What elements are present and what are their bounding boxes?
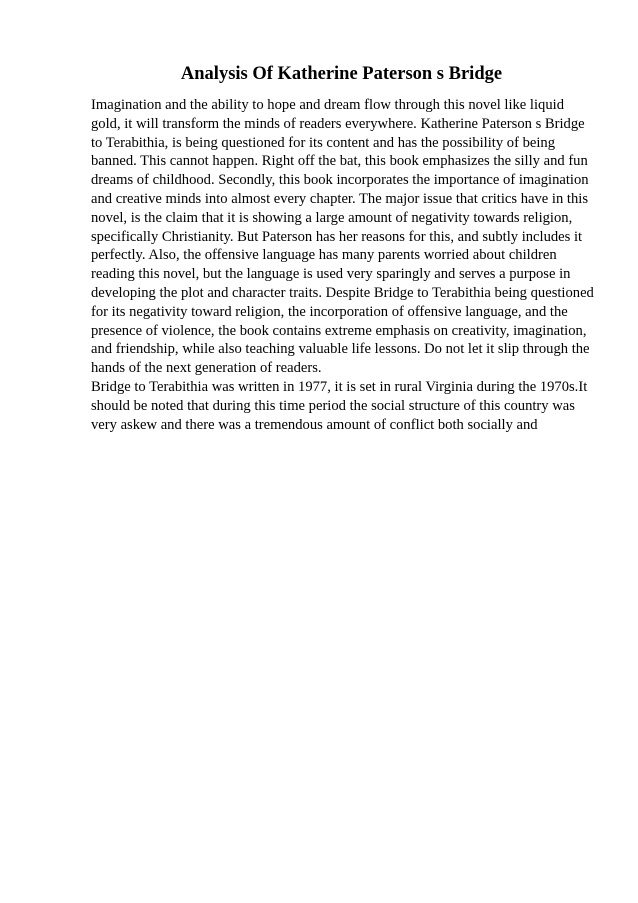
body-line: perfectly. Also, the offensive language has many parents worried about children [91,247,557,264]
body-line: presence of violence, the book contains extreme emphasis on creativity, imagination, [91,322,587,339]
body-line: and friendship, while also teaching valuable life lessons. Do not let it slip through the [91,341,590,358]
body-line: for its negativity toward religion, the incorporation of offensive language, and the [91,303,568,320]
body-line: developing the plot and character traits. Despite Bridge to Terabithia being questioned [91,284,594,301]
body-line: dreams of childhood. Secondly, this book incorporates the importance of imagination [91,172,589,189]
body-line: and creative minds into almost every chapter. The major issue that critics have in this [91,190,588,207]
body-line: Imagination and the ability to hope and dream flow through this novel like liquid [91,97,564,113]
body-line: should be noted that during this time period the social structure of this country was [91,397,575,414]
body-line: specifically Christianity. But Paterson has her reasons for this, and subtly includes it [91,228,583,245]
body-line: Bridge to Terabithia was written in 1977, it is set in rural Virginia during the 1970s.It [91,378,588,395]
body-line: banned. This cannot happen. Right off the bat, this book emphasizes the silly and fun [91,153,588,170]
body-line: novel, is the claim that it is showing a large amount of negativity towards religion, [91,209,573,226]
body-line: hands of the next generation of readers. [91,360,322,377]
body-line: very askew and there was a tremendous amount of conflict both socially and [91,416,538,433]
document-body [91,96,611,434]
body-line: reading this novel, but the language is used very sparingly and serves a purpose in [91,266,571,283]
body-line: to Terabithia, is being questioned for its content and has the possibility of being [91,134,556,151]
body-line: gold, it will transform the minds of readers everywhere. Katherine Paterson s Bridge [91,115,585,132]
document-title: Analysis Of Katherine Paterson s Bridge [180,64,503,84]
